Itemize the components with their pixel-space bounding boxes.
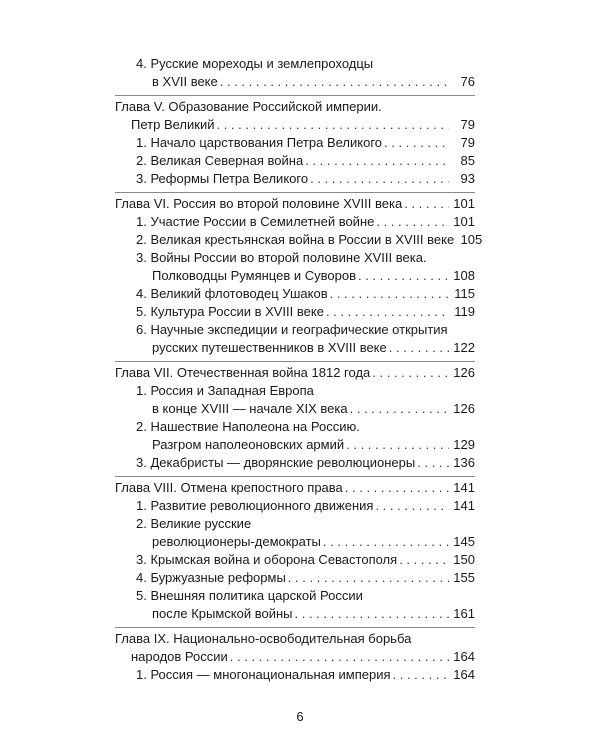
toc-chapter-6 — [115, 192, 483, 357]
toc-item-text: 2. Великие русские — [136, 516, 252, 531]
toc-item — [115, 382, 475, 418]
toc-chapter-title — [115, 98, 475, 134]
toc-page-number: 136 — [453, 455, 475, 470]
dot-leader — [345, 479, 449, 497]
toc-page-number: 141 — [453, 498, 475, 513]
toc-page-number: 76 — [460, 74, 475, 89]
toc-item — [115, 152, 475, 170]
toc-item — [115, 303, 475, 321]
toc-page-number: 115 — [454, 286, 475, 301]
toc-item — [115, 170, 475, 188]
toc-chapter-title — [115, 195, 475, 213]
toc-page-number: 85 — [460, 153, 475, 168]
toc-item — [115, 213, 475, 231]
toc-chapter-9 — [115, 627, 475, 684]
toc-item-text: 1. Россия — многонациональная империя — [136, 667, 391, 682]
toc-page-number: 126 — [453, 401, 475, 416]
toc-item — [115, 418, 475, 454]
chapter-title-text: Глава V. Образование Российской империи. — [115, 99, 382, 114]
toc-page-number: 93 — [460, 171, 475, 186]
toc-item — [115, 55, 475, 91]
dot-leader — [330, 285, 449, 303]
dot-leader — [404, 195, 449, 213]
dot-leader — [288, 569, 449, 587]
toc-item-text: 5. Внешняя политика царской России — [136, 588, 363, 603]
dot-leader — [399, 551, 449, 569]
toc-chapter-title — [115, 364, 475, 382]
dot-leader — [417, 454, 449, 472]
toc-item — [115, 321, 475, 357]
dot-leader — [230, 648, 449, 666]
dot-leader — [372, 364, 449, 382]
toc-item-text: 2. Великая крестьянская война в России в XVIII веке — [136, 232, 455, 247]
toc-chapter-title — [115, 479, 475, 497]
page-number: 6 — [296, 709, 304, 724]
toc-item-text: 3. Войны России во второй половине XVIII века. — [136, 250, 427, 265]
toc-page-number: 101 — [453, 196, 475, 211]
toc-item-text: 1. Россия и Западная Европа — [136, 383, 314, 398]
chapter-title-text: народов России — [131, 649, 228, 664]
toc-page-number: 101 — [453, 214, 475, 229]
toc-item — [115, 569, 475, 587]
toc-page-number: 122 — [453, 340, 475, 355]
toc-item-text: Полководцы Румянцев и Суворов — [152, 268, 356, 283]
dot-leader — [375, 497, 449, 515]
toc-item-text: 3. Реформы Петра Великого — [136, 171, 309, 186]
toc-chapter-7 — [115, 361, 475, 472]
dot-leader — [389, 339, 449, 357]
dot-leader — [358, 267, 449, 285]
toc-chapter-title — [115, 630, 475, 666]
toc-item — [115, 134, 475, 152]
toc-item-text: 6. Научные экспедиции и географические открытия — [136, 322, 448, 337]
toc-item-text: 4. Великий флотоводец Ушаков — [136, 286, 328, 301]
toc-page-number: 105 — [460, 232, 483, 247]
toc-item-text: Разгром наполеоновских армий — [152, 437, 345, 452]
table-of-contents — [115, 55, 483, 684]
toc-page-number: 150 — [453, 552, 475, 567]
toc-item-text: 2. Нашествие Наполеона на Россию. — [136, 419, 360, 434]
toc-chapter-5 — [115, 95, 475, 188]
toc-item-text: после Крымской войны — [152, 606, 293, 621]
dot-leader — [220, 73, 449, 91]
toc-item-text: 1. Развитие революционного движения — [136, 498, 374, 513]
toc-item — [115, 551, 475, 569]
dot-leader — [323, 533, 449, 551]
dot-leader — [393, 666, 449, 684]
toc-item-text: в XVII веке — [152, 74, 218, 89]
toc-page-number: 155 — [453, 570, 475, 585]
toc-item — [115, 285, 475, 303]
toc-page-number: 119 — [454, 304, 475, 319]
toc-page-number: 141 — [453, 480, 475, 495]
toc-page-number: 164 — [453, 667, 475, 682]
toc-section-top — [115, 55, 475, 91]
dot-leader — [346, 436, 449, 454]
toc-page-number: 79 — [460, 117, 475, 132]
toc-page-number: 126 — [453, 365, 475, 380]
toc-page-number: 108 — [453, 268, 475, 283]
toc-item-text: 4. Русские мореходы и землепроходцы — [136, 56, 374, 71]
toc-item-text: русских путешественников в XVIII веке — [152, 340, 387, 355]
toc-item — [115, 231, 483, 249]
dot-leader — [216, 116, 449, 134]
chapter-title-text: Глава VII. Отечественная война 1812 года — [115, 365, 371, 380]
dot-leader — [350, 400, 449, 418]
toc-page-number: 129 — [453, 437, 475, 452]
toc-item — [115, 587, 475, 623]
toc-chapter-8 — [115, 476, 475, 623]
toc-item-text: 4. Буржуазные реформы — [136, 570, 286, 585]
dot-leader — [384, 134, 449, 152]
toc-item-text: 3. Крымская война и оборона Севастополя — [136, 552, 398, 567]
dot-leader — [305, 152, 449, 170]
toc-item-text: 3. Декабристы — дворянские революционеры — [136, 455, 416, 470]
toc-page-number: 161 — [453, 606, 475, 621]
dot-leader — [376, 213, 449, 231]
toc-item — [115, 515, 475, 551]
toc-item — [115, 249, 475, 285]
toc-item-text: в конце XVIII — начале XIX века — [152, 401, 348, 416]
toc-page-number: 145 — [453, 534, 475, 549]
dot-leader — [310, 170, 449, 188]
toc-item-text: 5. Культура России в XVIII веке — [136, 304, 324, 319]
toc-page-number: 79 — [460, 135, 475, 150]
chapter-title-text: Глава VIII. Отмена крепостного права — [115, 480, 343, 495]
toc-item-text: 1. Начало царствования Петра Великого — [136, 135, 383, 150]
toc-page-number: 164 — [453, 649, 475, 664]
toc-item — [115, 497, 475, 515]
toc-item-text: 1. Участие России в Семилетней войне — [136, 214, 375, 229]
toc-item — [115, 454, 475, 472]
chapter-title-text: Глава VI. Россия во второй половине XVIII века — [115, 196, 403, 211]
chapter-title-text: Глава IX. Национально-освободительная борьба — [115, 631, 412, 646]
dot-leader — [326, 303, 449, 321]
toc-item-text: революционеры-демократы — [152, 534, 321, 549]
chapter-title-text: Петр Великий — [131, 117, 215, 132]
dot-leader — [295, 605, 450, 623]
toc-item — [115, 666, 475, 684]
toc-item-text: 2. Великая Северная война — [136, 153, 304, 168]
